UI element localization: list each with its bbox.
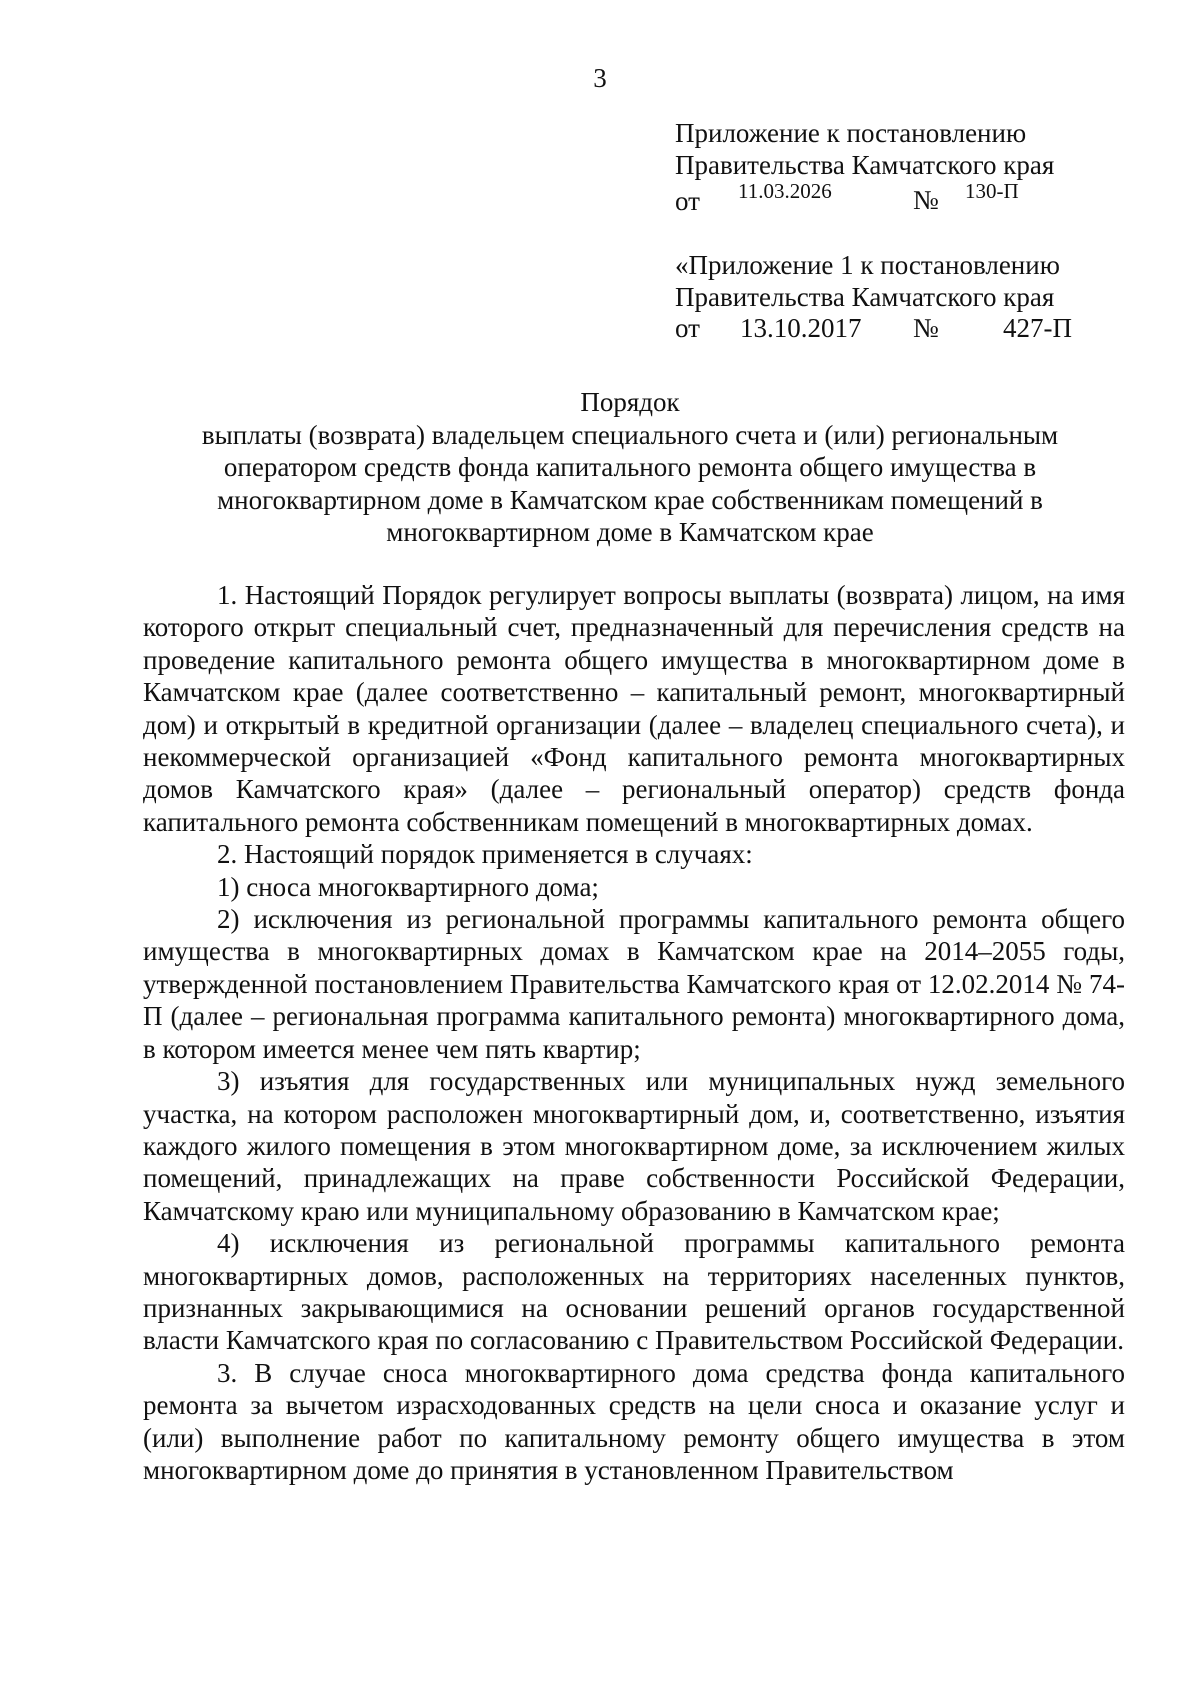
number-sign: №: [913, 185, 939, 215]
approval-line-2: Правительства Камчатского края: [675, 150, 1055, 180]
approval-meta-row: [675, 313, 1135, 345]
title-line: оператором средств фонда капитального ремонта общего имущества в: [223, 452, 1037, 482]
list-item-1: 1) сноса многоквартирного дома;: [217, 871, 599, 902]
list-item-2: 2) исключения из региональной программы капитального ремонта общего имущества в многоквартирных домах в Камчатском крае на 2014–2055 годы, утвержденной постановлением Правительства Камчатского края от 12.02.2014 № 74-П (далее – региональная программа капитального ремонта) многоквартирного дома, в котором имеется менее чем пять квартир;: [143, 904, 1125, 1064]
from-label: от: [675, 313, 700, 343]
document-body: [143, 579, 1125, 1486]
approval-line-2: Правительства Камчатского края: [675, 282, 1055, 312]
approval-date: 13.10.2017: [740, 313, 862, 343]
title-heading: Порядок: [580, 387, 680, 417]
title-line: многоквартирном доме в Камчатском крае собственникам помещений в: [217, 484, 1043, 515]
approval-number: 427-П: [1003, 313, 1072, 343]
list-item-3: 3) изъятия для государственных или муниципальных нужд земельного участка, на котором расположен многоквартирный дом, и, соответственно, изъятия каждого жилого помещения в этом многоквартирном доме, за исключением жилых помещений, принадлежащих на праве собственности Российской Федерации, Камчатскому краю или муниципальному образованию в Камчатском крае;: [143, 1066, 1125, 1226]
approval-date: 11.03.2026: [738, 179, 832, 203]
from-label: от: [675, 186, 700, 216]
paragraph-3: 3. В случае сноса многоквартирного дома средства фонда капитального ремонта за вычетом израсходованных средств на цели сноса и оказание услуг и (или) выполнение работ по капитальному ремонту общего имущества в этом многоквартирном доме до принятия в установленном Правительством: [143, 1357, 1125, 1485]
approval-line-1: Приложение к постановлению: [675, 118, 1027, 148]
approval-block-original: [675, 249, 1135, 345]
paragraph-2: 2. Настоящий порядок применяется в случаях:: [217, 839, 753, 870]
approval-meta-row: [675, 179, 1135, 216]
paragraph-1: 1. Настоящий Порядок регулирует вопросы выплаты (возврата) лицом, на имя которого открыт специальный счет, предназначенный для перечисления средств на проведение капитального ремонта общего имущества в многоквартирном доме в Камчатском крае (далее соответственно – капитальный ремонт, многоквартирный дом) и открытый в кредитной организации (далее – владелец специального счета), и некоммерческой организацией «Фонд капитального ремонта многоквартирных домов Камчатского края» (далее – региональный оператор) средств фонда капитального ремонта собственникам помещений в многоквартирных домах.: [143, 580, 1125, 837]
title-line: выплаты (возврата) владельцем специального счета и (или) региональным: [201, 419, 1059, 450]
approval-number: 130-П: [965, 179, 1019, 203]
approval-line-1: «Приложение 1 к постановлению: [675, 250, 1060, 280]
page-number: 3: [593, 63, 607, 93]
approval-block-current: [675, 117, 1135, 216]
list-item-4: 4) исключения из региональной программы капитального ремонта многоквартирных домов, расположенных на территориях населенных пунктов, признанных закрывающимися на основании решений органов государственной власти Камчатского края по согласованию с Правительством Российской Федерации.: [143, 1228, 1125, 1356]
number-sign: №: [913, 313, 939, 343]
title-line: многоквартирном доме в Камчатском крае: [386, 517, 874, 547]
document-title: [150, 386, 1110, 549]
